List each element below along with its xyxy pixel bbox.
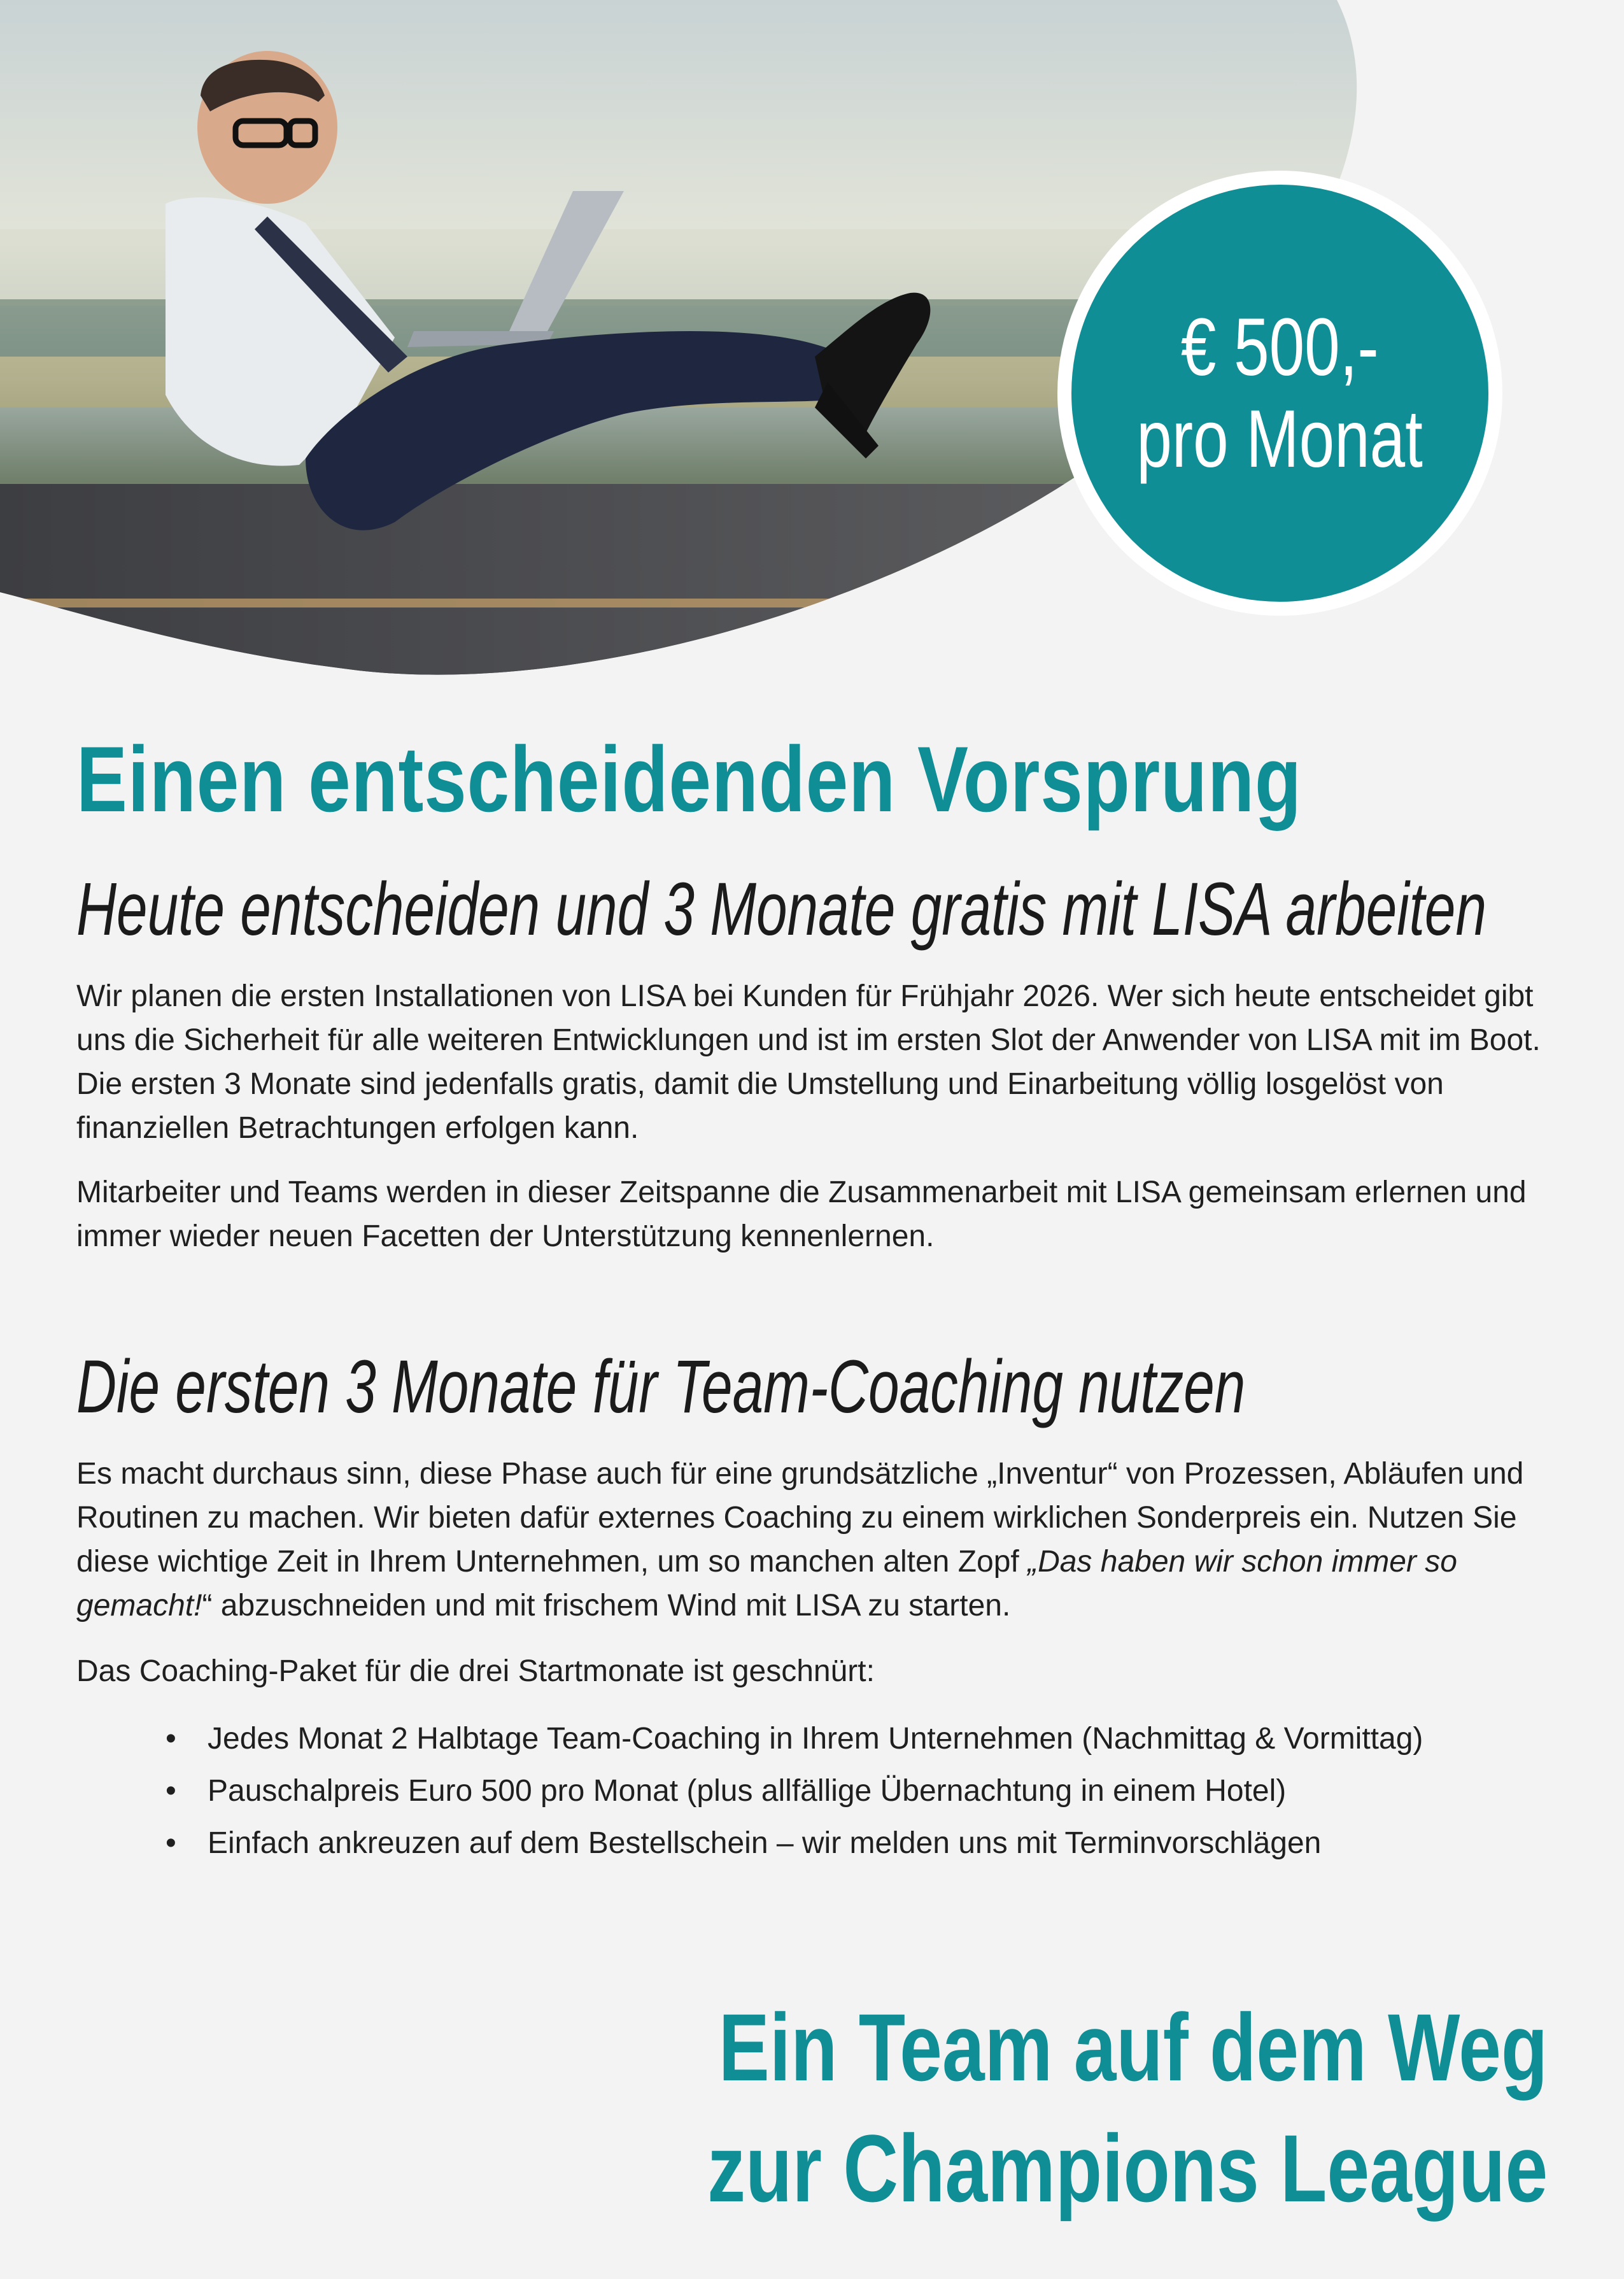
closing-line-2: zur Champions League — [707, 2115, 1548, 2222]
section2-paragraph1-text: Es macht durchaus sinn, diese Phase auch für eine grundsätzliche „Inventur“ von Prozessen, Abläufen und Routinen zu machen. Wir bieten dafür externes Coaching zu einem wirklichen Sonderpreis ein. Nutzen Sie diese wichtige Zeit in Ihrem Unternehmen, um so manchen alten Zopf — [76, 1457, 1524, 1579]
section2-paragraph2: Das Coaching-Paket für die drei Startmonate ist geschnürt: — [76, 1654, 875, 1688]
list-item-text: Jedes Monat 2 Halbtage Team-Coaching in Ihrem Unternehmen (Nachmittag & Vormittag) — [208, 1722, 1423, 1756]
bullet-icon: • — [166, 1826, 176, 1860]
price-period: pro Monat — [1136, 393, 1423, 485]
coaching-package-list — [166, 1713, 1423, 1870]
section2-paragraph1 — [76, 1452, 1541, 1628]
bullet-icon: • — [166, 1722, 176, 1756]
list-item — [166, 1765, 1423, 1817]
section2-paragraph1-end: “ abzuschneiden und mit frischem Wind mit LISA zu starten. — [202, 1589, 1011, 1622]
section2-subtitle: Die ersten 3 Monate für Team-Coaching nutzen — [76, 1345, 1246, 1429]
page-headline: Einen entscheidenden Vorsprung — [76, 727, 1302, 831]
list-item — [166, 1817, 1423, 1870]
price-amount: € 500,- — [1181, 302, 1379, 394]
closing-slogan — [497, 1987, 1548, 2229]
section2-paragraph1-quote: „Das haben wir schon immer so gemacht! — [76, 1545, 1457, 1622]
list-item-text: Pauschalpreis Euro 500 pro Monat (plus allfällige Übernachtung in einem Hotel) — [208, 1774, 1287, 1808]
price-badge — [1071, 185, 1488, 602]
closing-line-1: Ein Team auf dem Weg — [718, 1994, 1548, 2101]
section1-subtitle: Heute entscheiden und 3 Monate gratis mit LISA arbeiten — [76, 867, 1487, 951]
list-item — [166, 1713, 1423, 1765]
section1-paragraph1: Wir planen die ersten Installationen von LISA bei Kunden für Frühjahr 2026. Wer sich heute entscheidet gibt uns die Sicherheit für alle weiteren Entwicklungen und ist im ersten Slot der Anwender von LISA mit im Boot. Die ersten 3 Monate sind jedenfalls gratis, damit die Umstellung und Einarbeitung völlig losgelöst von finanziellen Betrachtungen erfolgen kann. — [76, 979, 1541, 1145]
section1-paragraph2: Mitarbeiter und Teams werden in dieser Zeitspanne die Zusammenarbeit mit LISA gemeinsam erlernen und immer wieder neuen Facetten der Unterstützung kennenlernen. — [76, 1175, 1527, 1253]
bullet-icon: • — [166, 1774, 176, 1808]
list-item-text: Einfach ankreuzen auf dem Bestellschein – wir melden uns mit Terminvorschlägen — [208, 1826, 1322, 1860]
